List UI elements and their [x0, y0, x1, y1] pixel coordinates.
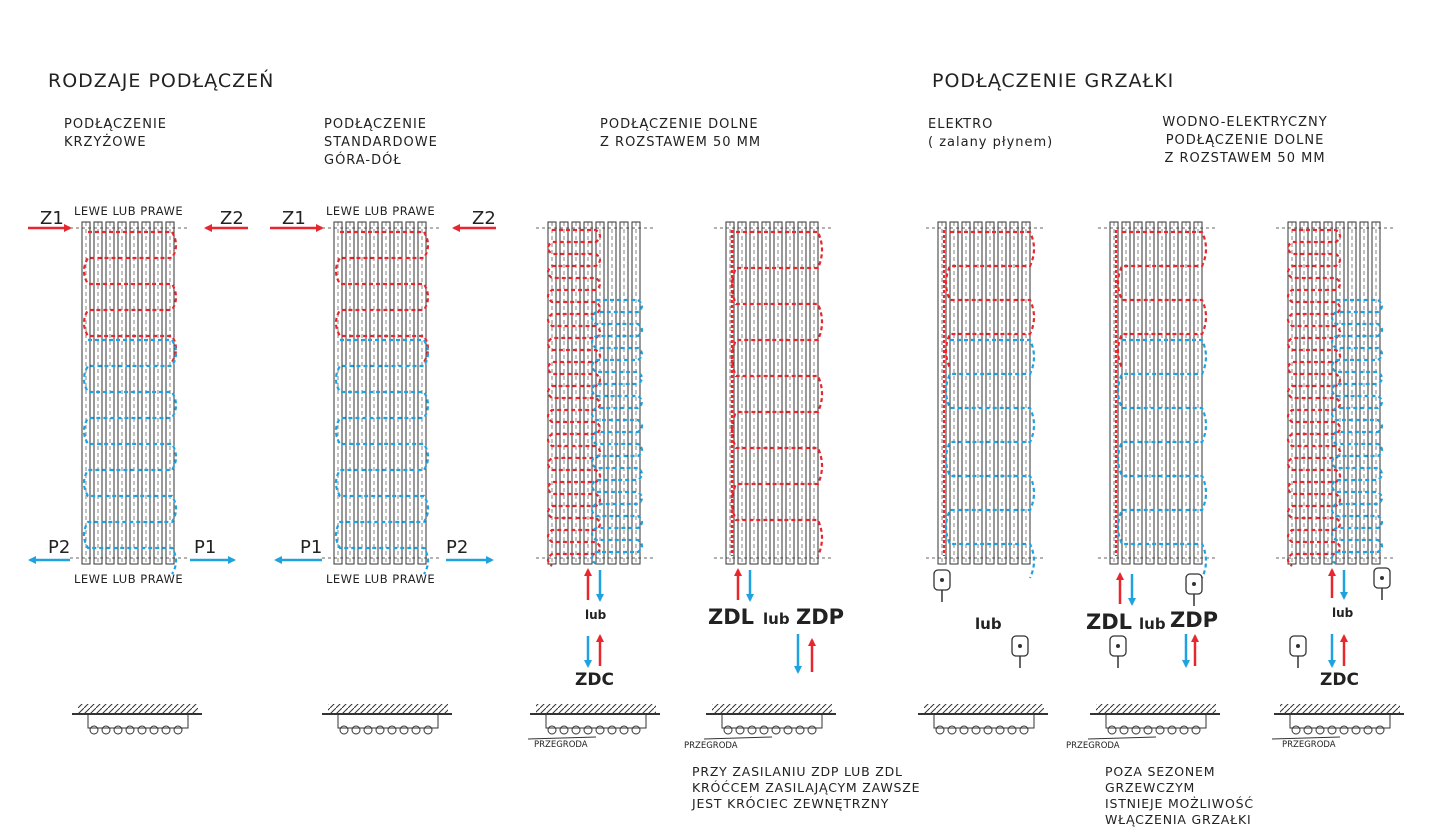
floor-section-2 [322, 704, 452, 734]
zdc-label-1: ZDC [575, 670, 614, 690]
note-heater: POZA SEZONEM GRZEWCZYM ISTNIEJE MOŻLIWOŚĆ WŁĄCZENIA GRZAŁKI [1105, 764, 1254, 827]
przegroda-label-3: PRZEGRODA [1066, 741, 1120, 751]
radiator-4 [714, 222, 832, 564]
radiator-5 [926, 222, 1044, 578]
floor-section-6 [1088, 704, 1220, 739]
heater-icon-6 [1290, 636, 1306, 668]
zdc-label-2: ZDC [1320, 670, 1359, 690]
floor-section-5 [918, 704, 1048, 734]
diagram2-z1: Z1 [282, 208, 306, 229]
lub-label-5: lub [1332, 606, 1354, 620]
radiator-3 [536, 222, 654, 566]
diagram2-p-right: P2 [446, 537, 469, 558]
zdl-label-2: ZDL [1086, 610, 1133, 634]
diagram1-z1: Z1 [40, 208, 64, 229]
heading-heater-connection: PODŁĄCZENIE GRZAŁKI [932, 70, 1175, 92]
caption-cross-connection: PODŁĄCZENIE KRZYŻOWE [64, 117, 168, 150]
diagram2-p-left: P1 [300, 537, 323, 558]
radiator-1 [70, 222, 188, 574]
lub-label-4: lub [1139, 615, 1166, 633]
heater-icon-4 [1110, 636, 1126, 668]
lub-label-3: lub [975, 615, 1002, 633]
diagram1-bottom-label: LEWE LUB PRAWE [74, 572, 184, 586]
diagram1-top-label: LEWE LUB PRAWE [74, 204, 184, 218]
caption-electric: ELEKTRO ( zalany płynem) [928, 117, 1054, 150]
note-bottom-connection: PRZY ZASILANIU ZDP LUB ZDL KRÓĆCEM ZASILAJĄCYM ZAWSZE JEST KRÓCIEC ZEWNĘTRZNY [692, 764, 921, 811]
radiator-7 [1276, 222, 1394, 566]
floor-section-3 [528, 704, 660, 739]
radiator-6 [1098, 222, 1216, 578]
diagram2-top-label: LEWE LUB PRAWE [326, 204, 436, 218]
radiator-2 [322, 222, 440, 574]
heater-icon-1 [934, 570, 950, 602]
diagram1-z2: Z2 [220, 208, 244, 229]
floor-section-7 [1272, 704, 1404, 739]
przegroda-label-1: PRZEGRODA [534, 740, 588, 750]
caption-water-electric: WODNO-ELEKTRYCZNY PODŁĄCZENIE DOLNE Z ROZSTAWEM 50 MM [1162, 115, 1328, 166]
heater-icon-2 [1012, 636, 1028, 668]
caption-standard-connection: PODŁĄCZENIE STANDARDOWE GÓRA-DÓŁ [324, 117, 438, 168]
lub-label-1: lub [585, 608, 607, 622]
przegroda-label-2: PRZEGRODA [684, 741, 738, 751]
lub-label-2: lub [763, 610, 790, 628]
diagram2-bottom-label: LEWE LUB PRAWE [326, 572, 436, 586]
floor-section-4 [704, 704, 836, 739]
zdp-label-2: ZDP [1170, 608, 1219, 632]
diagram1-p-right: P1 [194, 537, 217, 558]
przegroda-label-4: PRZEGRODA [1282, 740, 1336, 750]
diagram2-z2: Z2 [472, 208, 496, 229]
diagram1-p-left: P2 [48, 537, 71, 558]
caption-bottom-connection: PODŁĄCZENIE DOLNE Z ROZSTAWEM 50 MM [600, 117, 762, 150]
heading-connection-types: RODZAJE PODŁĄCZEŃ [48, 70, 275, 92]
heater-icon-5 [1374, 568, 1390, 600]
zdl-label-1: ZDL [708, 605, 755, 629]
floor-section-1 [72, 704, 202, 734]
heater-icon-3 [1186, 574, 1202, 606]
zdp-label-1: ZDP [796, 605, 845, 629]
